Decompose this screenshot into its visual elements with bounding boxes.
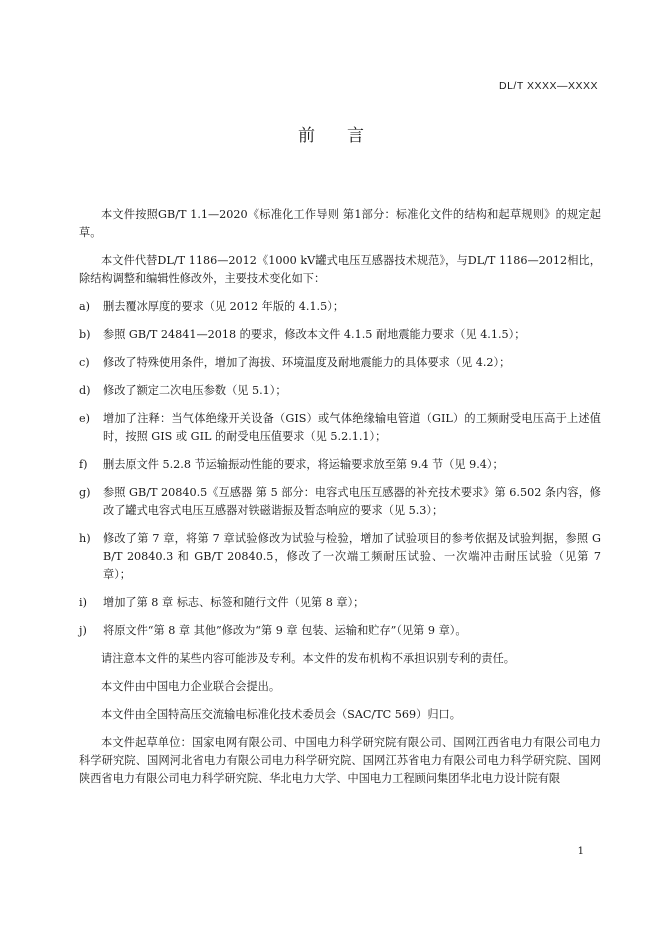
foreword-content	[79, 206, 601, 798]
change-item-text: 修改了第 7 章，将第 7 章试验修改为试验与检验，增加了试验项目的参考依据及试验判据，参照 GB/T 20840.3 和 GB/T 20840.5，修改了一次端工频耐压试验、一次端冲击耐压试验（见第 7 章）；	[103, 532, 601, 581]
change-item	[79, 410, 601, 446]
change-item-label: i)	[79, 596, 87, 609]
change-item-text: 增加了第 8 章 标志、标签和随行文件（见第 8 章）；	[103, 596, 365, 609]
change-item	[79, 382, 601, 400]
change-item-label: f)	[79, 458, 88, 471]
change-item-label: g)	[79, 486, 91, 499]
page-number: 1	[577, 846, 584, 857]
change-item-text: 参照 GB/T 20840.5《互感器 第 5 部分：电容式电压互感器的补充技术要求》第 6.502 条内容，修改了罐式电容式电压互感器对铁磁谐振及暂态响应的要求（见 5.3）；	[103, 486, 601, 517]
change-item-label: j)	[79, 624, 87, 637]
change-item-label: d)	[79, 384, 91, 397]
change-item-text: 将原文件“第 8 章 其他”修改为“第 9 章 包装、运输和贮存”（见第 9 章）。	[103, 624, 467, 637]
paragraph-committee: 本文件由全国特高压交流输电标准化技术委员会（SAC/TC 569）归口。	[101, 708, 461, 721]
document-code: DL/T XXXX—XXXX	[498, 80, 598, 92]
change-item-text: 删去原文件 5.2.8 节运输振动性能的要求，将运输要求放至第 9.4 节（见 9.4）；	[103, 458, 504, 471]
change-item-label: b)	[79, 328, 91, 341]
change-item-label: a)	[79, 300, 91, 313]
change-item-label: c)	[79, 356, 90, 369]
change-item-text: 修改了特殊使用条件，增加了海拔、环境温度及耐地震能力的具体要求（见 4.2）；	[103, 356, 511, 369]
change-item	[79, 530, 601, 584]
paragraph-drafting-units: 本文件起草单位：国家电网有限公司、中国电力科学研究院有限公司、国网江西省电力有限公司电力科学研究院、国网河北省电力有限公司电力科学研究院、国网江苏省电力有限公司电力科学研究院、国网陕西省电力有限公司电力科学研究院、华北电力大学、中国电力工程顾问集团华北电力设计院有限	[79, 736, 601, 785]
change-item	[79, 298, 601, 316]
paragraph-drafting-rules: 本文件按照GB/T 1.1—2020《标准化工作导则 第1部分：标准化文件的结构和起草规则》的规定起草。	[79, 208, 601, 239]
change-item-label: h)	[79, 532, 91, 545]
change-item	[79, 456, 601, 474]
change-item-text: 删去覆冰厚度的要求（见 2012 年版的 4.1.5）；	[103, 300, 345, 313]
change-item-text: 增加了注释：当气体绝缘开关设备（GIS）或气体绝缘输电管道（GIL）的工频耐受电压高于上述值时，按照 GIS 或 GIL 的耐受电压值要求（见 5.2.1.1）；	[103, 412, 601, 443]
change-item-text: 修改了额定二次电压参数（见 5.1）；	[103, 384, 287, 397]
change-item	[79, 594, 601, 612]
paragraph-replacement: 本文件代替DL/T 1186—2012《1000 kV罐式电压互感器技术规范》，与DL/T 1186—2012相比，除结构调整和编辑性修改外，主要技术变化如下：	[79, 254, 601, 285]
change-item-label: e)	[79, 412, 90, 425]
paragraph-patent-notice: 请注意本文件的某些内容可能涉及专利。本文件的发布机构不承担识别专利的责任。	[101, 652, 515, 665]
change-item-text: 参照 GB/T 24841—2018 的要求，修改本文件 4.1.5 耐地震能力要求（见 4.1.5）；	[103, 328, 526, 341]
page-title: 前言	[298, 126, 396, 146]
change-item	[79, 326, 601, 344]
change-item	[79, 622, 601, 640]
change-item	[79, 354, 601, 372]
paragraph-proposer: 本文件由中国电力企业联合会提出。	[101, 680, 281, 693]
change-item	[79, 484, 601, 520]
